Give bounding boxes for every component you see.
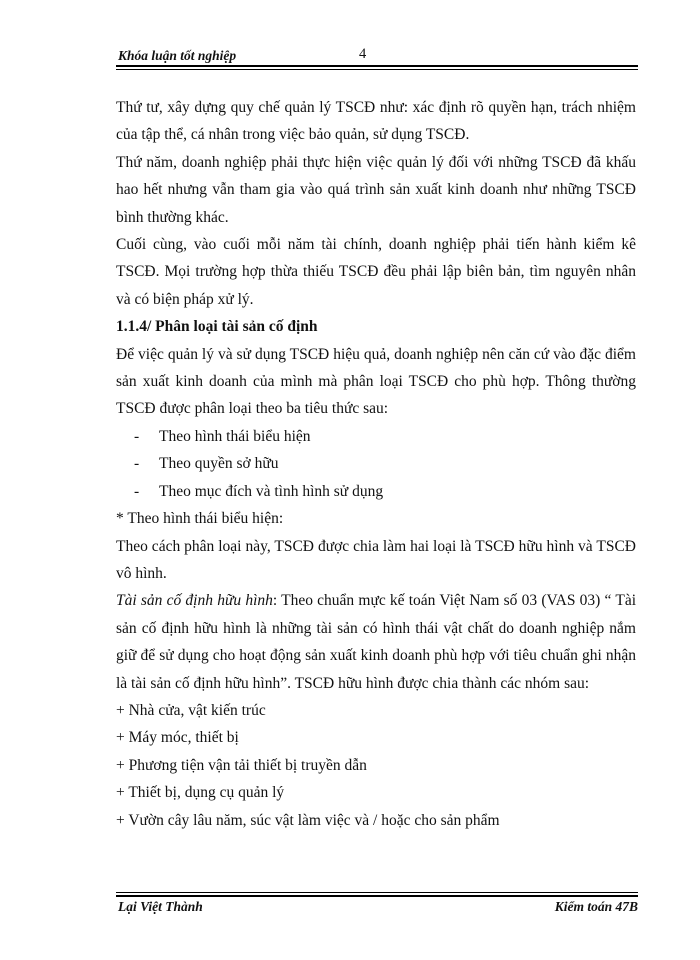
subheading: * Theo hình thái biểu hiện:: [116, 510, 284, 528]
criteria-label: Theo mục đích và tình hình sử dụng: [159, 482, 384, 500]
tangible-definition: : Theo chuẩn mực kế toán Việt Nam số 03 (VAS 03) “ Tài sản cố định hữu hình là những tài sản có hình thái vật chất do doanh nghiệp nắm giữ để sử dụng cho hoạt động sản xuất kinh doanh phù hợp với tiêu chuẩn ghi nhận là tài sản cố định hữu hình”. TSCĐ hữu hình được chia thành các nhóm sau:: [116, 592, 636, 692]
dash-bullet: -: [134, 455, 140, 473]
footer-class: Kiểm toán 47B: [554, 899, 638, 914]
paragraph-two-types: Theo cách phân loại này, TSCĐ được chia làm hai loại là TSCĐ hữu hình và TSCĐ vô hình.: [116, 537, 636, 582]
group-item: + Máy móc, thiết bị: [116, 729, 239, 747]
group-item: + Vườn cây lâu năm, súc vật làm việc và / hoặc cho sản phẩm: [116, 811, 500, 829]
footer-author: Lại Việt Thành: [118, 899, 203, 914]
page-number: 4: [359, 46, 367, 62]
criteria-list: [116, 423, 636, 505]
dash-bullet: -: [134, 427, 140, 445]
header-rule-thin: [116, 69, 638, 70]
group-item: + Thiết bị, dụng cụ quản lý: [116, 784, 285, 802]
paragraph-5th: Thứ năm, doanh nghiệp phải thực hiện việc quản lý đối với những TSCĐ đã khấu hao hết nhưng vẫn tham gia vào quá trình sản xuất kinh doanh như những TSCĐ bình thường khác.: [116, 153, 636, 226]
criteria-label: Theo hình thái biểu hiện: [159, 427, 311, 445]
group-item: + Nhà cửa, vật kiến trúc: [116, 701, 266, 719]
footer-rule: [116, 895, 638, 897]
footer-rule-thin: [116, 892, 638, 893]
paragraph-finally: Cuối cùng, vào cuối mỗi năm tài chính, doanh nghiệp phải tiến hành kiểm kê TSCĐ. Mọi trường hợp thừa thiếu TSCĐ đều phải lập biên bản, tìm nguyên nhân và có biện pháp xử lý.: [116, 236, 636, 308]
header-title: Khóa luận tốt nghiệp: [118, 48, 237, 63]
criteria-label: Theo quyền sở hữu: [159, 455, 279, 473]
section-heading: 1.1.4/ Phân loại tài sản cố định: [116, 318, 318, 336]
tangible-term: Tài sản cố định hữu hình: [116, 592, 273, 610]
list-item: [116, 450, 636, 477]
list-item: [116, 478, 636, 505]
paragraph-classification-intro: Để việc quản lý và sử dụng TSCĐ hiệu quả, doanh nghiệp nên căn cứ vào đặc điểm sản xuất kinh doanh của mình mà phân loại TSCĐ cho phù hợp. Thông thường TSCĐ được phân loại theo ba tiêu thức sau:: [116, 345, 636, 418]
paragraph-tangible: [116, 587, 636, 697]
header-rule: [116, 65, 638, 67]
group-item: + Phương tiện vận tải thiết bị truyền dẫn: [116, 756, 367, 774]
document-body: [116, 94, 636, 834]
dash-bullet: -: [134, 482, 140, 500]
paragraph-4th: Thứ tư, xây dựng quy chế quản lý TSCĐ như: xác định rõ quyền hạn, trách nhiệm của tập thể, cá nhân trong việc bảo quản, sử dụng TSCĐ.: [116, 99, 636, 144]
list-item: [116, 423, 636, 450]
